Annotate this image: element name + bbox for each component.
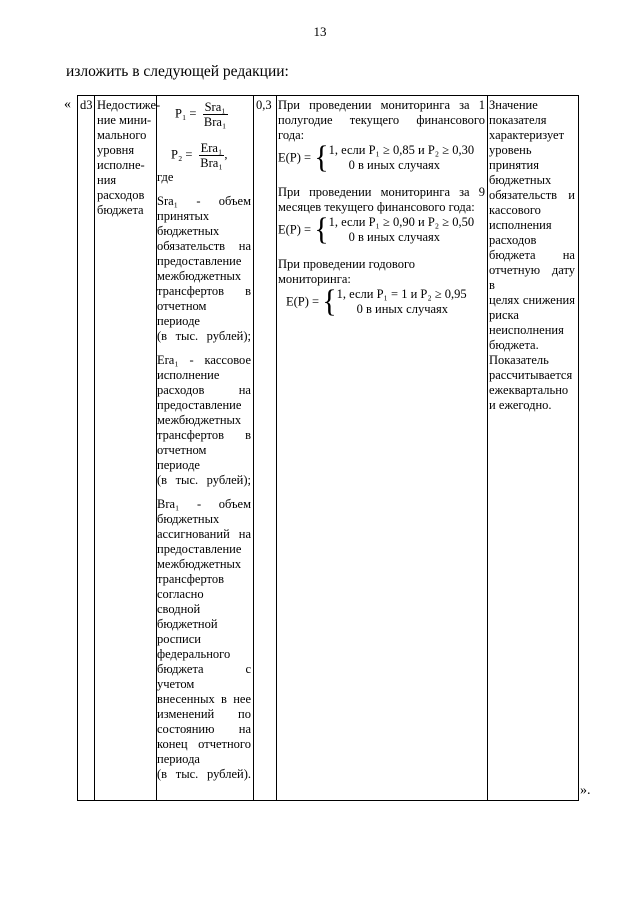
- definition-block: [157, 194, 251, 344]
- page-number: 13: [313, 24, 327, 39]
- description-line: Показатель: [489, 353, 549, 367]
- definition-line: бюджетных: [157, 224, 220, 238]
- definition-line: сводной: [157, 602, 201, 616]
- description-line: рассчитывается: [489, 368, 573, 382]
- definition-line: межбюджетных: [157, 269, 242, 283]
- p2-fraction: [199, 141, 228, 170]
- indicator-description: [489, 98, 575, 413]
- description-line: бюджета на: [489, 248, 575, 262]
- description-line: принятия: [489, 158, 539, 172]
- definition-line: учетом: [157, 677, 195, 691]
- monitoring-text-line: При проведении мониторинга за 9: [278, 185, 485, 199]
- monitoring-text-line: мониторинга:: [278, 272, 351, 286]
- definition-block: [157, 497, 251, 782]
- definition-line: ассигнований на: [157, 527, 251, 541]
- monitoring-formula: [278, 140, 485, 175]
- definition-line: федерального: [157, 647, 231, 661]
- monitoring-block: [278, 98, 485, 173]
- definition-line: бюджета с: [157, 662, 251, 676]
- definition-line: трансфертов: [157, 572, 224, 586]
- definition-line: предоставление: [157, 254, 242, 268]
- indicator-name-line: исполне-: [97, 158, 145, 172]
- monitoring-conditions: [278, 98, 485, 325]
- monitoring-text-line: При проведении годового: [278, 257, 416, 271]
- definition-line: изменений по: [157, 707, 251, 721]
- case-one: 1, если P₁ ≥ 0,90 и P₂ ≥ 0,50: [328, 215, 475, 229]
- p1-numerator: Sra₁: [204, 100, 226, 114]
- definition-line: принятых: [157, 209, 210, 223]
- formula-p1: [175, 100, 251, 129]
- definition-line: состоянию на: [157, 722, 251, 736]
- description-line: риска: [489, 308, 519, 322]
- definition-block: [157, 353, 251, 488]
- definition-line: внесенных в нее: [157, 692, 251, 706]
- column-divider: [94, 96, 95, 800]
- case-one: 1, если P₁ = 1 и P₂ ≥ 0,95: [336, 287, 467, 301]
- definition-line: отчетном: [157, 443, 207, 457]
- formula-cases: [337, 287, 467, 317]
- indicator-weight: 0,3: [256, 98, 272, 112]
- description-line: ежеквартально: [489, 383, 569, 397]
- case-two: 0 в иных случаях: [348, 230, 441, 244]
- definition-line: расходов на: [157, 383, 251, 397]
- case-one: 1, если P₁ ≥ 0,85 и P₂ ≥ 0,30: [328, 143, 475, 157]
- description-line: бюджета.: [489, 338, 539, 352]
- closing-quote: ».: [580, 783, 591, 798]
- column-divider: [276, 96, 277, 800]
- monitoring-block: [278, 257, 485, 317]
- definition-line: отчетном: [157, 299, 207, 313]
- definition-line: бюджетных: [157, 512, 220, 526]
- column-divider: [253, 96, 254, 800]
- indicator-name: [97, 98, 161, 218]
- indicator-name-line: Недостиже-: [97, 98, 161, 112]
- brace-symbol: {: [322, 284, 337, 319]
- intro-text: изложить в следующей редакции:: [66, 63, 289, 80]
- formula-cases: [329, 143, 475, 173]
- formula-p2: [171, 141, 251, 170]
- monitoring-text-line: полугодие текущего финансового: [278, 113, 485, 127]
- definition-line: периоде: [157, 458, 200, 472]
- definition-line: росписи: [157, 632, 201, 646]
- case-two: 0 в иных случаях: [356, 302, 449, 316]
- definition-line: периоде: [157, 314, 200, 328]
- indicator-name-line: расходов: [97, 188, 145, 202]
- definitions-list: [157, 194, 251, 782]
- description-line: отчетную дату в: [489, 263, 575, 292]
- column-divider: [487, 96, 488, 800]
- definition-line: (в тыс. рублей);: [157, 473, 251, 487]
- p1-denominator: Bra₁: [203, 115, 227, 129]
- definition-line: Era₁ - кассовое: [157, 353, 251, 367]
- indicator-name-line: мального: [97, 128, 147, 142]
- description-line: кассового: [489, 203, 541, 217]
- definition-line: трансфертов в: [157, 284, 251, 298]
- definition-line: конец отчетного: [157, 737, 251, 751]
- definition-line: Bra₁ - объем: [157, 497, 251, 511]
- description-line: Значение: [489, 98, 538, 112]
- formula-cases: [329, 215, 475, 245]
- description-line: целях снижения: [489, 293, 575, 307]
- monitoring-text-line: месяцев текущего финансового года:: [278, 200, 475, 214]
- case-two: 0 в иных случаях: [348, 158, 441, 172]
- p1-fraction: [203, 100, 228, 129]
- p2-comma: ,: [224, 147, 228, 162]
- definition-line: Sra₁ - объем: [157, 194, 251, 208]
- indicator-name-line: уровня: [97, 143, 135, 157]
- description-line: обязательств и: [489, 188, 575, 202]
- p1-lhs: P₁ =: [175, 106, 197, 121]
- indicator-table: [77, 95, 579, 801]
- formula-cell: [157, 98, 251, 791]
- description-line: бюджетных: [489, 173, 552, 187]
- definition-line: (в тыс. рублей).: [157, 767, 251, 781]
- opening-quote: «: [64, 97, 71, 112]
- description-line: уровень: [489, 143, 532, 157]
- indicator-code: d3: [80, 98, 93, 112]
- p2-numerator: Era₁: [200, 141, 223, 155]
- monitoring-text-line: года:: [278, 128, 305, 142]
- definition-line: предоставление: [157, 542, 242, 556]
- definition-line: обязательств на: [157, 239, 251, 253]
- brace-symbol: {: [314, 140, 329, 175]
- definition-line: согласно: [157, 587, 204, 601]
- description-line: и ежегодно.: [489, 398, 552, 412]
- formula-lhs: E(P) =: [286, 294, 320, 309]
- p2-lhs: P₂ =: [171, 147, 193, 162]
- definition-line: исполнение: [157, 368, 220, 382]
- monitoring-block: [278, 185, 485, 245]
- monitoring-formula: [278, 212, 485, 247]
- definition-line: периода: [157, 752, 200, 766]
- indicator-name-line: ние мини-: [97, 113, 152, 127]
- description-line: исполнения: [489, 218, 552, 232]
- p2-denominator: Bra₁: [200, 156, 223, 170]
- definition-line: межбюджетных: [157, 413, 242, 427]
- definition-line: (в тыс. рублей);: [157, 329, 251, 343]
- definition-line: межбюджетных: [157, 557, 242, 571]
- description-line: расходов: [489, 233, 537, 247]
- monitoring-formula: [286, 284, 485, 319]
- description-line: характеризует: [489, 128, 565, 142]
- definition-line: трансфертов в: [157, 428, 251, 442]
- description-line: показателя: [489, 113, 547, 127]
- monitoring-text-line: При проведении мониторинга за 1: [278, 98, 485, 112]
- definition-line: бюджетной: [157, 617, 218, 631]
- indicator-name-line: бюджета: [97, 203, 144, 217]
- formula-lhs: E(P) =: [278, 222, 312, 237]
- where-label: где: [157, 170, 174, 184]
- description-line: неисполнения: [489, 323, 564, 337]
- definition-line: предоставление: [157, 398, 242, 412]
- brace-symbol: {: [314, 212, 329, 247]
- indicator-name-line: ния: [97, 173, 117, 187]
- formula-lhs: E(P) =: [278, 150, 312, 165]
